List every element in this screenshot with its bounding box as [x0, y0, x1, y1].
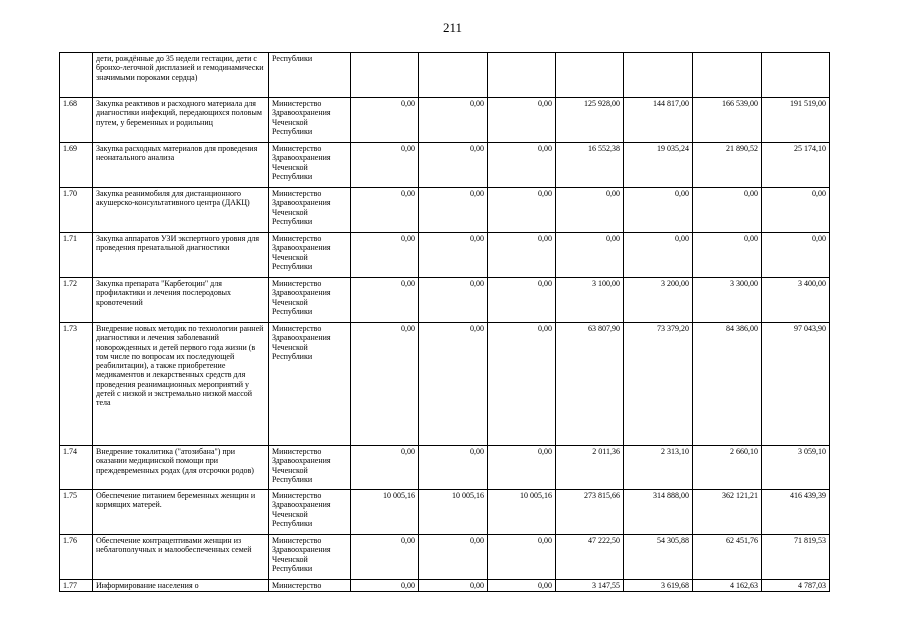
amount-cell: 0,00	[419, 143, 488, 188]
amount-cell: 125 928,00	[556, 98, 624, 143]
amount-cell: 63 807,90	[556, 323, 624, 446]
amount-cell: 73 379,20	[624, 323, 693, 446]
amount-cell	[351, 53, 419, 98]
amount-cell: 0,00	[419, 446, 488, 490]
activity-name-cell: Обеспечение питанием беременных женщин и кормящих матерей.	[93, 490, 269, 535]
activity-name-cell: Обеспечение контрацептивами женщин из неблагополучных и малообеспеченных семей	[93, 535, 269, 580]
executor-cell: Министерство Здравоохранения Чеченской Республики	[269, 278, 351, 323]
amount-cell: 10 005,16	[488, 490, 556, 535]
activity-name-cell: Внедрение новых методик по технологии ранней диагностики и лечения заболеваний новорожденных и детей первого года жизни (в том числе по вопросам их последующей реабилитации), а также приобретение медикаментов и лекарственных средств для проведения реанимационных мероприятий у детей с низкой и экстремально низкой массой тела	[93, 323, 269, 446]
amount-cell	[762, 53, 830, 98]
amount-cell: 362 121,21	[693, 490, 762, 535]
amount-cell: 2 011,36	[556, 446, 624, 490]
amount-cell: 0,00	[419, 323, 488, 446]
amount-cell: 0,00	[351, 323, 419, 446]
amount-cell: 0,00	[762, 233, 830, 278]
activity-name-cell: дети, рождённые до 35 недели гестации, дети с бронхо-легочной дисплазией и гемодинамически значимыми пороками сердца)	[93, 53, 269, 98]
activity-name-cell: Закупка аппаратов УЗИ экспертного уровня для проведения пренатальной диагностики	[93, 233, 269, 278]
amount-cell: 166 539,00	[693, 98, 762, 143]
table-row	[60, 53, 830, 98]
amount-cell: 0,00	[693, 188, 762, 233]
amount-cell	[419, 53, 488, 98]
activity-name-cell: Закупка реактивов и расходного материала для диагностики инфекций, передающихся половым путем, у беременных и родильниц	[93, 98, 269, 143]
amount-cell	[556, 53, 624, 98]
amount-cell: 21 890,52	[693, 143, 762, 188]
row-number-cell: 1.77	[60, 580, 93, 592]
amount-cell: 0,00	[351, 446, 419, 490]
amount-cell: 0,00	[556, 233, 624, 278]
table-row	[60, 98, 830, 143]
amount-cell: 3 147,55	[556, 580, 624, 592]
amount-cell: 10 005,16	[419, 490, 488, 535]
amount-cell: 25 174,10	[762, 143, 830, 188]
amount-cell: 0,00	[488, 323, 556, 446]
amount-cell: 19 035,24	[624, 143, 693, 188]
amount-cell: 4 787,03	[762, 580, 830, 592]
amount-cell: 3 400,00	[762, 278, 830, 323]
row-number-cell: 1.70	[60, 188, 93, 233]
amount-cell: 0,00	[624, 233, 693, 278]
table-row	[60, 580, 830, 592]
executor-cell: Министерство	[269, 580, 351, 592]
executor-cell: Министерство Здравоохранения Чеченской Республики	[269, 323, 351, 446]
amount-cell: 0,00	[488, 446, 556, 490]
amount-cell: 62 451,76	[693, 535, 762, 580]
amount-cell: 0,00	[488, 233, 556, 278]
amount-cell: 0,00	[351, 535, 419, 580]
amount-cell: 0,00	[419, 98, 488, 143]
activity-name-cell: Закупка препарата "Карбетоцин" для профилактики и лечения послеродовых кровотечений	[93, 278, 269, 323]
amount-cell: 71 819,53	[762, 535, 830, 580]
amount-cell: 0,00	[488, 580, 556, 592]
amount-cell: 0,00	[488, 143, 556, 188]
row-number-cell: 1.68	[60, 98, 93, 143]
amount-cell: 47 222,50	[556, 535, 624, 580]
amount-cell: 0,00	[351, 188, 419, 233]
row-number-cell: 1.76	[60, 535, 93, 580]
amount-cell: 0,00	[488, 98, 556, 143]
amount-cell: 0,00	[488, 278, 556, 323]
executor-cell: Министерство Здравоохранения Чеченской Республики	[269, 446, 351, 490]
amount-cell: 0,00	[351, 143, 419, 188]
amount-cell: 3 200,00	[624, 278, 693, 323]
amount-cell: 314 888,00	[624, 490, 693, 535]
amount-cell: 0,00	[488, 535, 556, 580]
amount-cell: 0,00	[419, 233, 488, 278]
amount-cell	[693, 53, 762, 98]
amount-cell: 54 305,88	[624, 535, 693, 580]
amount-cell: 97 043,90	[762, 323, 830, 446]
row-number-cell: 1.75	[60, 490, 93, 535]
row-number-cell: 1.72	[60, 278, 93, 323]
row-number-cell: 1.69	[60, 143, 93, 188]
amount-cell: 3 059,10	[762, 446, 830, 490]
amount-cell: 0,00	[419, 278, 488, 323]
amount-cell: 144 817,00	[624, 98, 693, 143]
amount-cell: 84 386,00	[693, 323, 762, 446]
amount-cell: 2 313,10	[624, 446, 693, 490]
executor-cell: Министерство Здравоохранения Чеченской Республики	[269, 233, 351, 278]
row-number-cell	[60, 53, 93, 98]
budget-table	[59, 52, 830, 592]
executor-cell: Министерство Здравоохранения Чеченской Республики	[269, 143, 351, 188]
amount-cell: 0,00	[624, 188, 693, 233]
amount-cell: 0,00	[556, 188, 624, 233]
page-number: 211	[442, 20, 463, 35]
table-row	[60, 188, 830, 233]
amount-cell: 0,00	[351, 580, 419, 592]
amount-cell: 0,00	[419, 188, 488, 233]
amount-cell: 0,00	[693, 233, 762, 278]
activity-name-cell: Внедрение токалитика ("атозибана") при оказании медицинской помощи при преждевременных родах (для отсрочки родов)	[93, 446, 269, 490]
amount-cell: 3 100,00	[556, 278, 624, 323]
amount-cell: 2 660,10	[693, 446, 762, 490]
amount-cell: 273 815,66	[556, 490, 624, 535]
amount-cell	[624, 53, 693, 98]
table-row	[60, 323, 830, 446]
amount-cell: 191 519,00	[762, 98, 830, 143]
activity-name-cell: Закупка расходных материалов для проведения неонатального анализа	[93, 143, 269, 188]
amount-cell: 0,00	[351, 98, 419, 143]
activity-name-cell: Информирование населения о	[93, 580, 269, 592]
amount-cell: 10 005,16	[351, 490, 419, 535]
amount-cell: 0,00	[419, 535, 488, 580]
table-row	[60, 446, 830, 490]
executor-cell: Министерство Здравоохранения Чеченской Республики	[269, 188, 351, 233]
row-number-cell: 1.73	[60, 323, 93, 446]
amount-cell: 0,00	[351, 278, 419, 323]
amount-cell: 16 552,38	[556, 143, 624, 188]
table-row	[60, 143, 830, 188]
row-number-cell: 1.71	[60, 233, 93, 278]
amount-cell: 0,00	[351, 233, 419, 278]
amount-cell: 3 619,68	[624, 580, 693, 592]
amount-cell: 0,00	[488, 188, 556, 233]
table-row	[60, 535, 830, 580]
table-row	[60, 278, 830, 323]
amount-cell: 0,00	[762, 188, 830, 233]
executor-cell: Министерство Здравоохранения Чеченской Республики	[269, 490, 351, 535]
activity-name-cell: Закупка реанимобиля для дистанционного акушерско-консультативного центра (ДАКЦ)	[93, 188, 269, 233]
executor-cell: Республики	[269, 53, 351, 98]
table-row	[60, 233, 830, 278]
amount-cell: 4 162,63	[693, 580, 762, 592]
executor-cell: Министерство Здравоохранения Чеченской Республики	[269, 98, 351, 143]
table-row	[60, 490, 830, 535]
row-number-cell: 1.74	[60, 446, 93, 490]
amount-cell: 416 439,39	[762, 490, 830, 535]
executor-cell: Министерство Здравоохранения Чеченской Республики	[269, 535, 351, 580]
amount-cell: 3 300,00	[693, 278, 762, 323]
amount-cell	[488, 53, 556, 98]
amount-cell: 0,00	[419, 580, 488, 592]
